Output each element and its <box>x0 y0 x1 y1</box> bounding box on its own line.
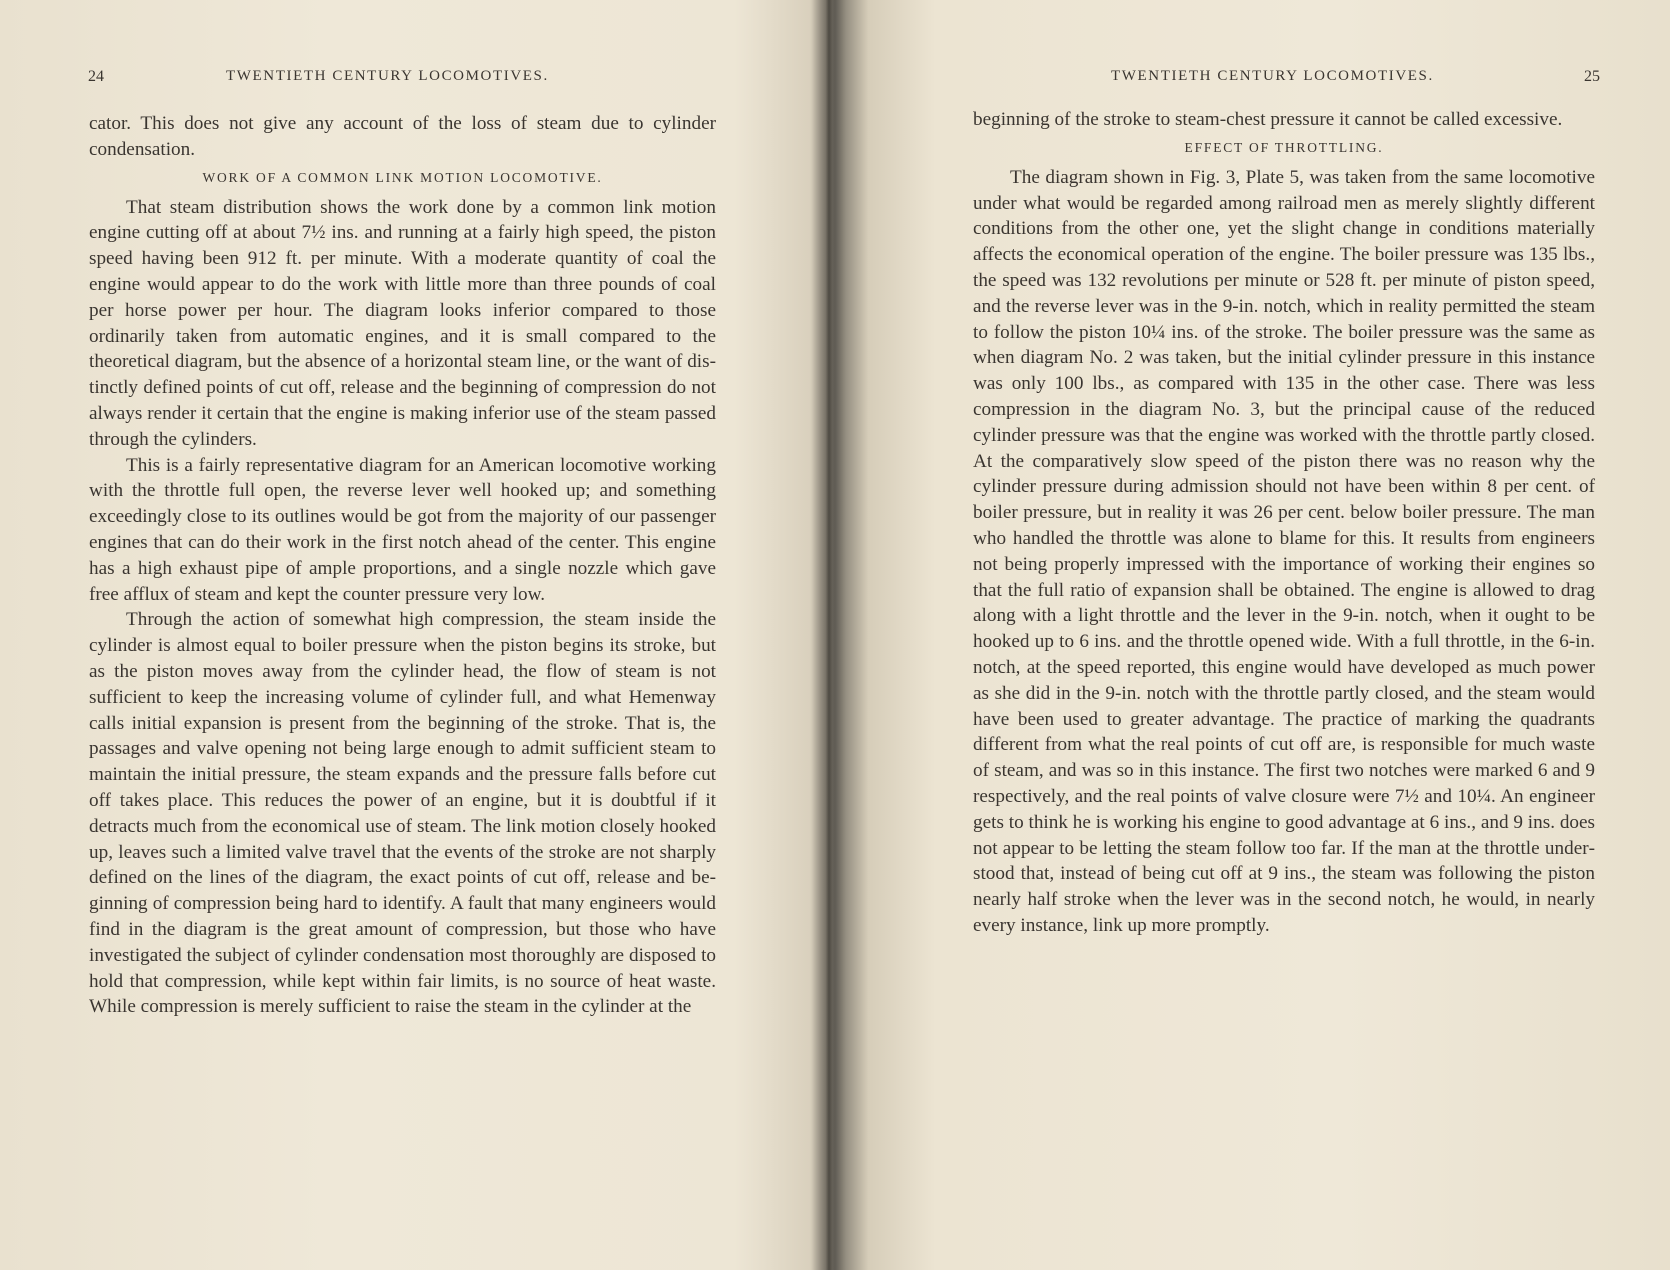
paragraph: cator. This does not give any account of the loss of steam due to cylinder condensation. <box>89 113 716 160</box>
left-page-body <box>89 111 716 1020</box>
paragraph: The diagram shown in Fig. 3, Plate 5, was taken from the same locomotive under what would be regarded among railroad men as merely slightly different conditions from the other one, yet the slight change in conditions materially affects the economical operation of the engine. The boiler pressure was 135 lbs., the speed was 132 revolutions per minute or 528 ft. per minute of piston speed, and the reverse lever was in the 9-in. notch, which in reality permitted the steam to follow the piston 10¼ ins. of the stroke. The boiler pressure was the same as when diagram No. 2 was taken, but the initial cylinder pressure in this instance was only 100 lbs., as compared with 135 in the other case. There was less compression in the diagram No. 3, but the principal cause of the reduced cylinder pressure was that the engine was worked with the throttle partly closed. At the comparatively slow speed of the piston there was no reason why the cylinder pressure during admission should not have been within 8 per cent. of boiler pressure, but in reality it was 26 per cent. below boiler pressure. The man who handled the throttle was alone to blame for this. It results from engineers not being properly impressed with the importance of working their engines so that the full ratio of expansion shall be obtained. The engine is allowed to drag along with a light throttle and the lever in the 9-in. notch, when it ought to be hooked up to 6 ins. and the throttle opened wide. With a full throttle, in the 6-in. notch, at the speed reported, this engine would have developed as much power as she did in the 9-in. notch with the throttle partly closed, and the steam would have been used to greater advantage. The practice of marking the quadrants different from what the real points of cut off are, is responsible for much waste of steam, and was so in this instance. The first two notches were marked 6 and 9 respectively, and the real points of valve closure were 7½ and 10¼. An engineer gets to think he is working his engine to good advantage at 6 ins., and 9 ins. does not appear to be letting the steam follow too far. If the man at the throttle understood that, instead of being cut off at 9 ins., the steam was following the piston nearly half stroke when the lever was in the second notch, he would, in nearly every instance, link up more promptly. <box>973 166 1595 936</box>
left-page <box>0 0 822 1270</box>
section-heading: EFFECT OF THROTTLING. <box>1184 139 1384 155</box>
paragraph: beginning of the stroke to steam-chest pressure it cannot be called excessive. <box>973 109 1563 130</box>
running-head: TWENTIETH CENTURY LOCOMOTIVES. <box>1111 68 1434 84</box>
right-page-header <box>834 68 1670 92</box>
page-number: 24 <box>88 68 104 85</box>
paragraph: Through the action of somewhat high compression, the steam inside the cylinder is almost equal to boiler pressure when the piston begins its stroke, but as the piston moves away from the cylinder head, the flow of steam is not sufficient to keep the increasing volume of cylinder full, and what Hemenway calls initial expansion is present from the beginning of the stroke. That is, the passages and valve opening not being large enough to admit sufficient steam to maintain the initial pressure, the steam expands and the pressure falls before cut off takes place. This reduces the power of an engine, but it is doubtful if it detracts much from the economical use of steam. The link motion closely hooked up, leaves such a limited valve travel that the events of the stroke are not sharply defined on the lines of the diagram, the exact points of cut off, release and beginning of compression being hard to identify. A fault that many engineers would find in the diagram is the great amount of compression, but those who have investigated the subject of cylinder condensation most thoroughly are disposed to hold that compression, while kept within fair limits, is no source of heat waste. While compression is merely sufficient to raise the steam in the cylinder at the <box>89 609 716 1018</box>
right-page-body <box>973 107 1595 939</box>
paragraph: That steam distribution shows the work done by a common link motion engine cutting off at about 7½ ins. and running at a fairly high speed, the piston speed having been 912 ft. per minute. With a moderate quantity of coal the engine would appear to do the work with little more than three pounds of coal per horse power per hour. The diagram looks inferior compared to those ordinarily taken from automatic engines, and it is small compared to the theoretical diagram, but the absence of a horizontal steam line, or the want of distinctly defined points of cut off, release and the beginning of compression do not always render it certain that the engine is making inferior use of the steam passed through the cylinders. <box>89 196 716 450</box>
right-page <box>834 0 1670 1270</box>
left-page-header <box>0 68 822 92</box>
page-number: 25 <box>1584 68 1600 85</box>
running-head: TWENTIETH CENTURY LOCOMOTIVES. <box>226 68 549 84</box>
paragraph: This is a fairly representative diagram for an American locomotive working with the throttle full open, the reverse lever well hooked up; and something exceedingly close to its outlines would be got from the majority of our passenger engines that can do their work in the first notch ahead of the center. This engine has a high exhaust pipe of ample proportions, and a single nozzle which gave free afflux of steam and kept the counter pressure very low. <box>89 454 716 605</box>
section-heading: WORK OF A COMMON LINK MOTION LOCOMOTIVE. <box>202 169 603 185</box>
